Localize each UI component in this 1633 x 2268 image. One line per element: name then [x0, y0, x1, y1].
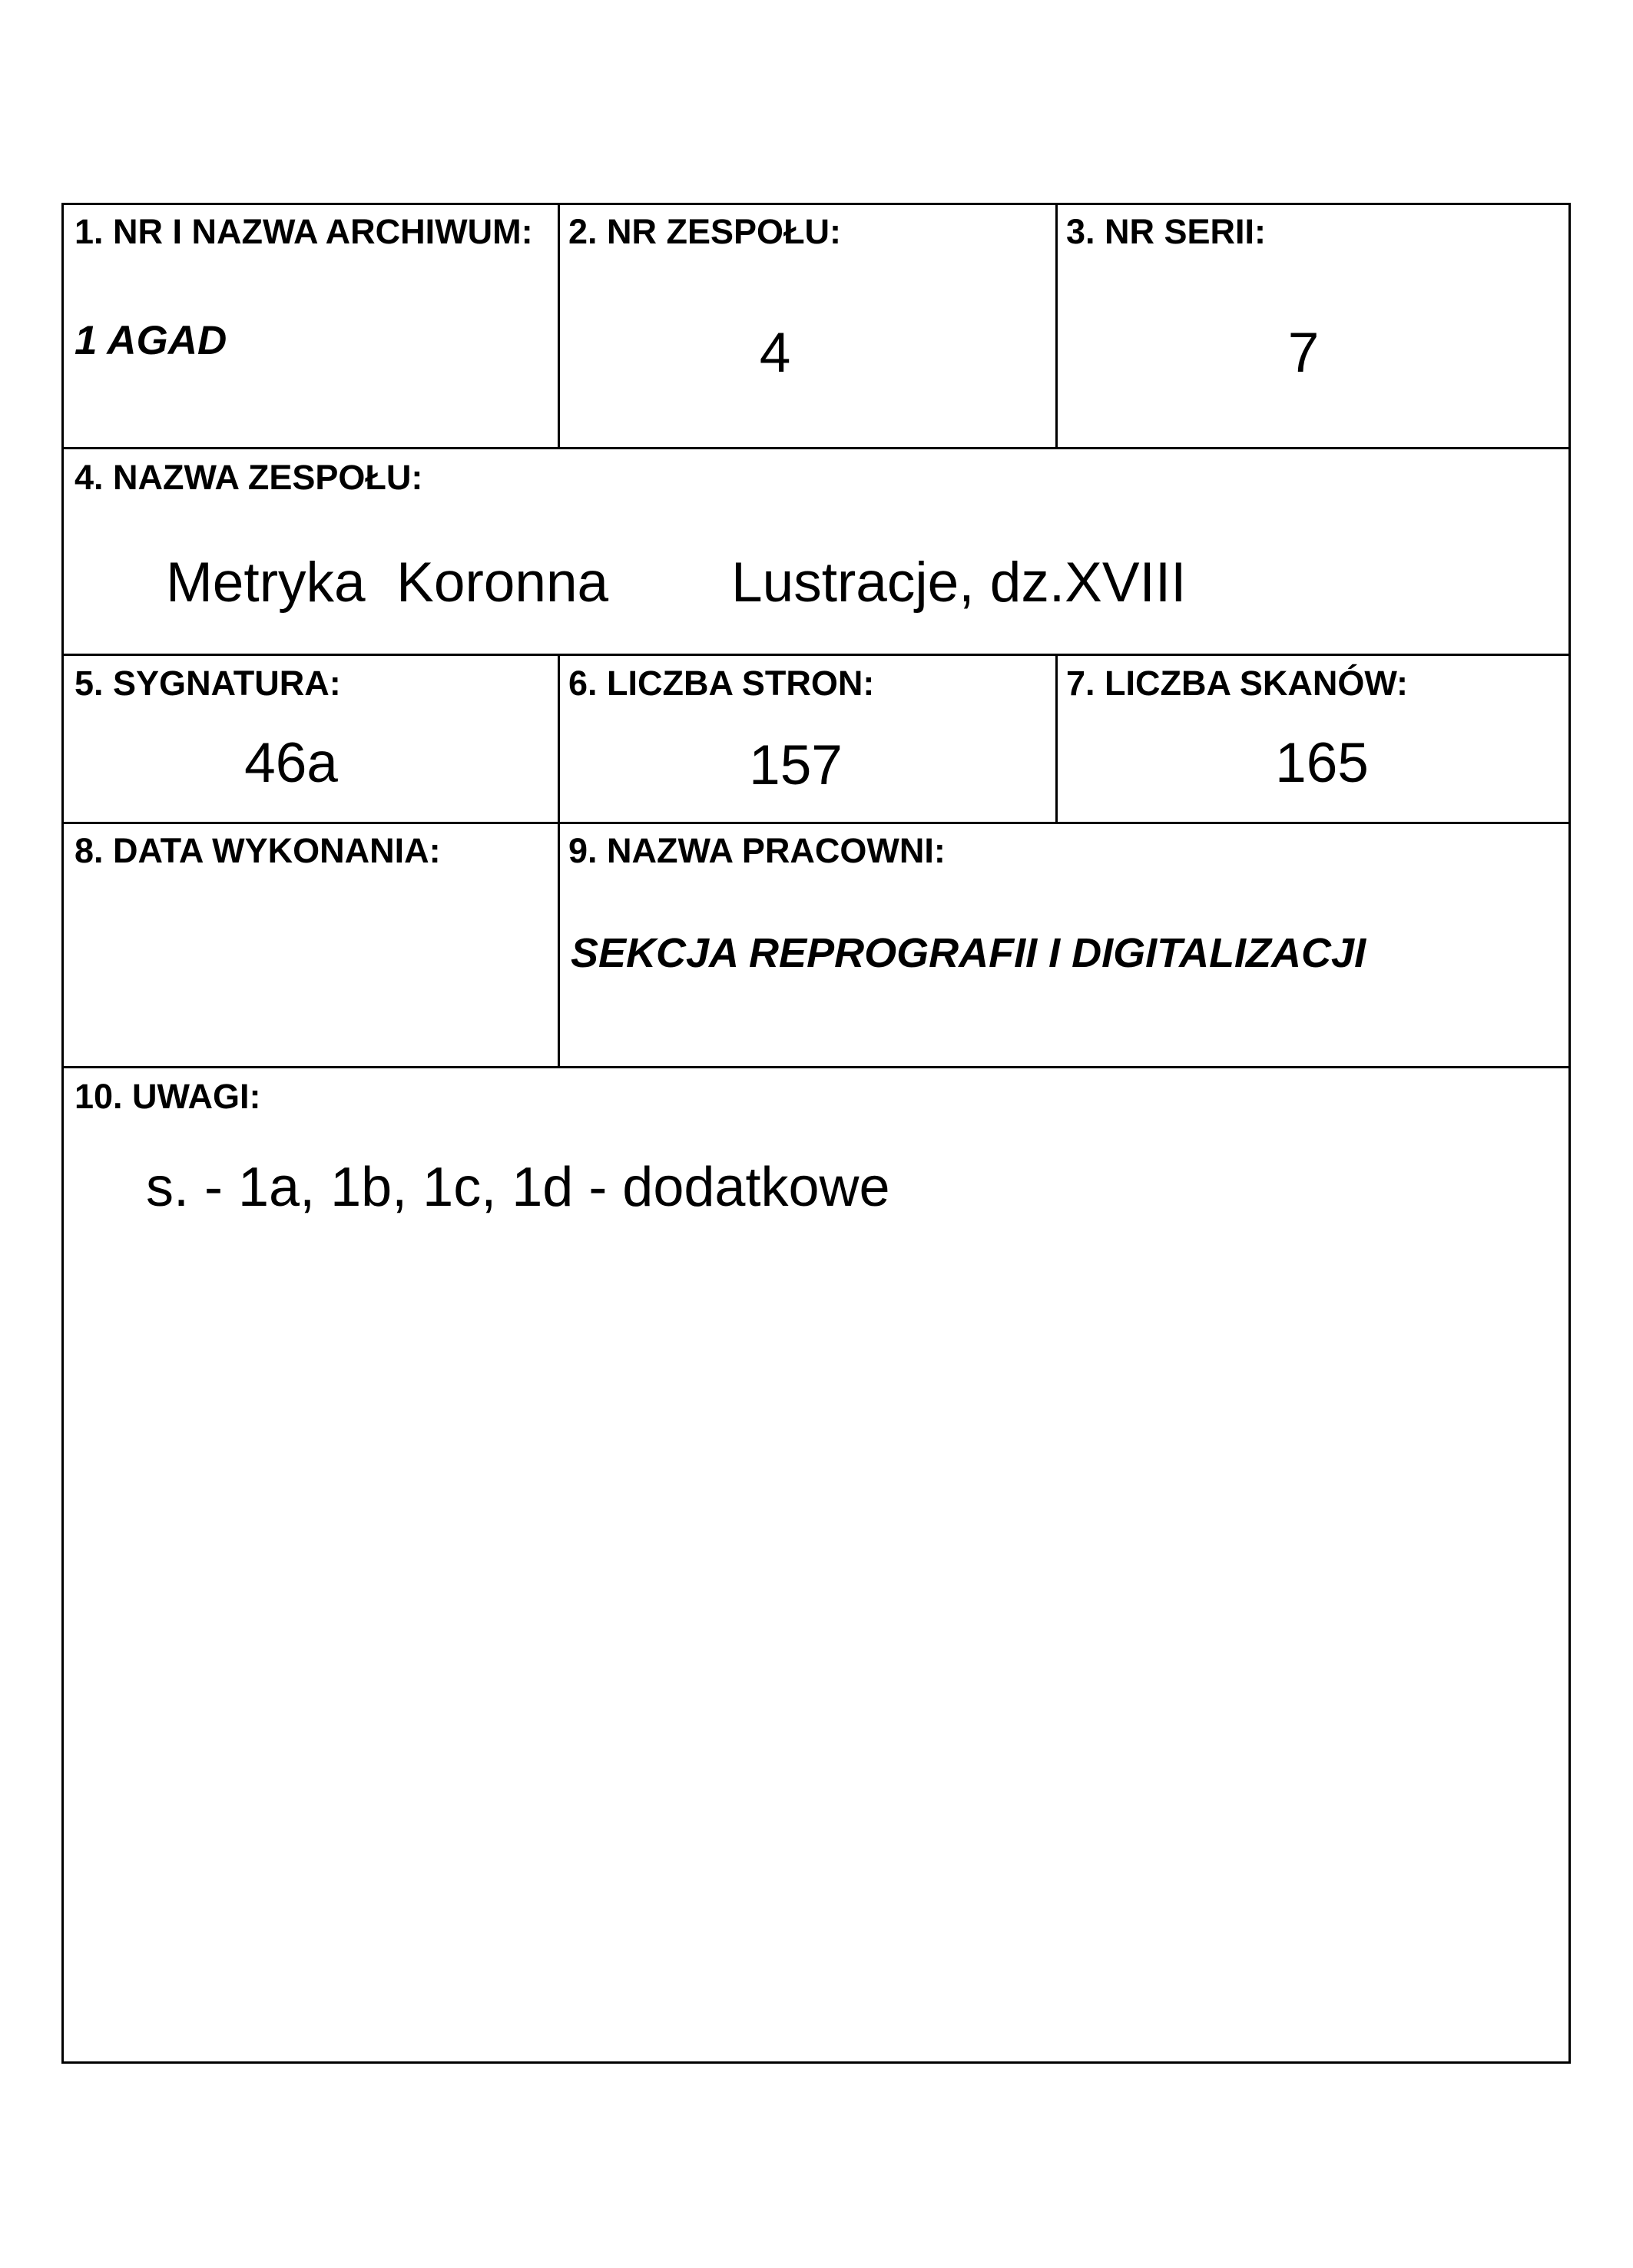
- row-divider-4: [61, 1066, 1571, 1068]
- remarks-label: 10. UWAGI:: [75, 1077, 261, 1116]
- date-made-label: 8. DATA WYKONANIA:: [75, 831, 441, 870]
- page-count-value: 157: [749, 734, 843, 796]
- col-divider-row4: [558, 823, 560, 1068]
- col-divider-row3-b: [1055, 654, 1058, 823]
- scan-count-label: 7. LICZBA SKANÓW:: [1066, 664, 1408, 703]
- workshop-name-label: 9. NAZWA PRACOWNI:: [568, 831, 946, 870]
- series-number-label: 3. NR SERII:: [1066, 212, 1267, 251]
- page-count-label: 6. LICZBA STRON:: [568, 664, 875, 703]
- scan-count-value: 165: [1275, 732, 1369, 794]
- archive-value: 1 AGAD: [75, 318, 227, 363]
- archive-label: 1. NR I NAZWA ARCHIWUM:: [75, 212, 533, 251]
- fonds-number-label: 2. NR ZESPOŁU:: [568, 212, 842, 251]
- fonds-name-value-part2: Lustracje, dz.XVIII: [731, 551, 1187, 614]
- row-divider-3: [61, 822, 1571, 824]
- series-number-value: 7: [1287, 322, 1320, 384]
- row-divider-2: [61, 654, 1571, 656]
- fonds-name-label: 4. NAZWA ZESPOŁU:: [75, 458, 423, 497]
- col-divider-row1-b: [1055, 203, 1058, 449]
- col-divider-row3-a: [558, 654, 560, 823]
- remarks-value: s. - 1a, 1b, 1c, 1d - dodatkowe: [146, 1157, 890, 1218]
- signature-label: 5. SYGNATURA:: [75, 664, 341, 703]
- workshop-name-value: SEKCJA REPROGRAFII I DIGITALIZACJI: [571, 930, 1366, 976]
- col-divider-row1-a: [558, 203, 560, 449]
- signature-value: 46a: [244, 732, 338, 794]
- fonds-number-value: 4: [759, 322, 791, 384]
- fonds-name-value-part1: Metryka Koronna: [166, 551, 609, 614]
- row-divider-1: [61, 447, 1571, 449]
